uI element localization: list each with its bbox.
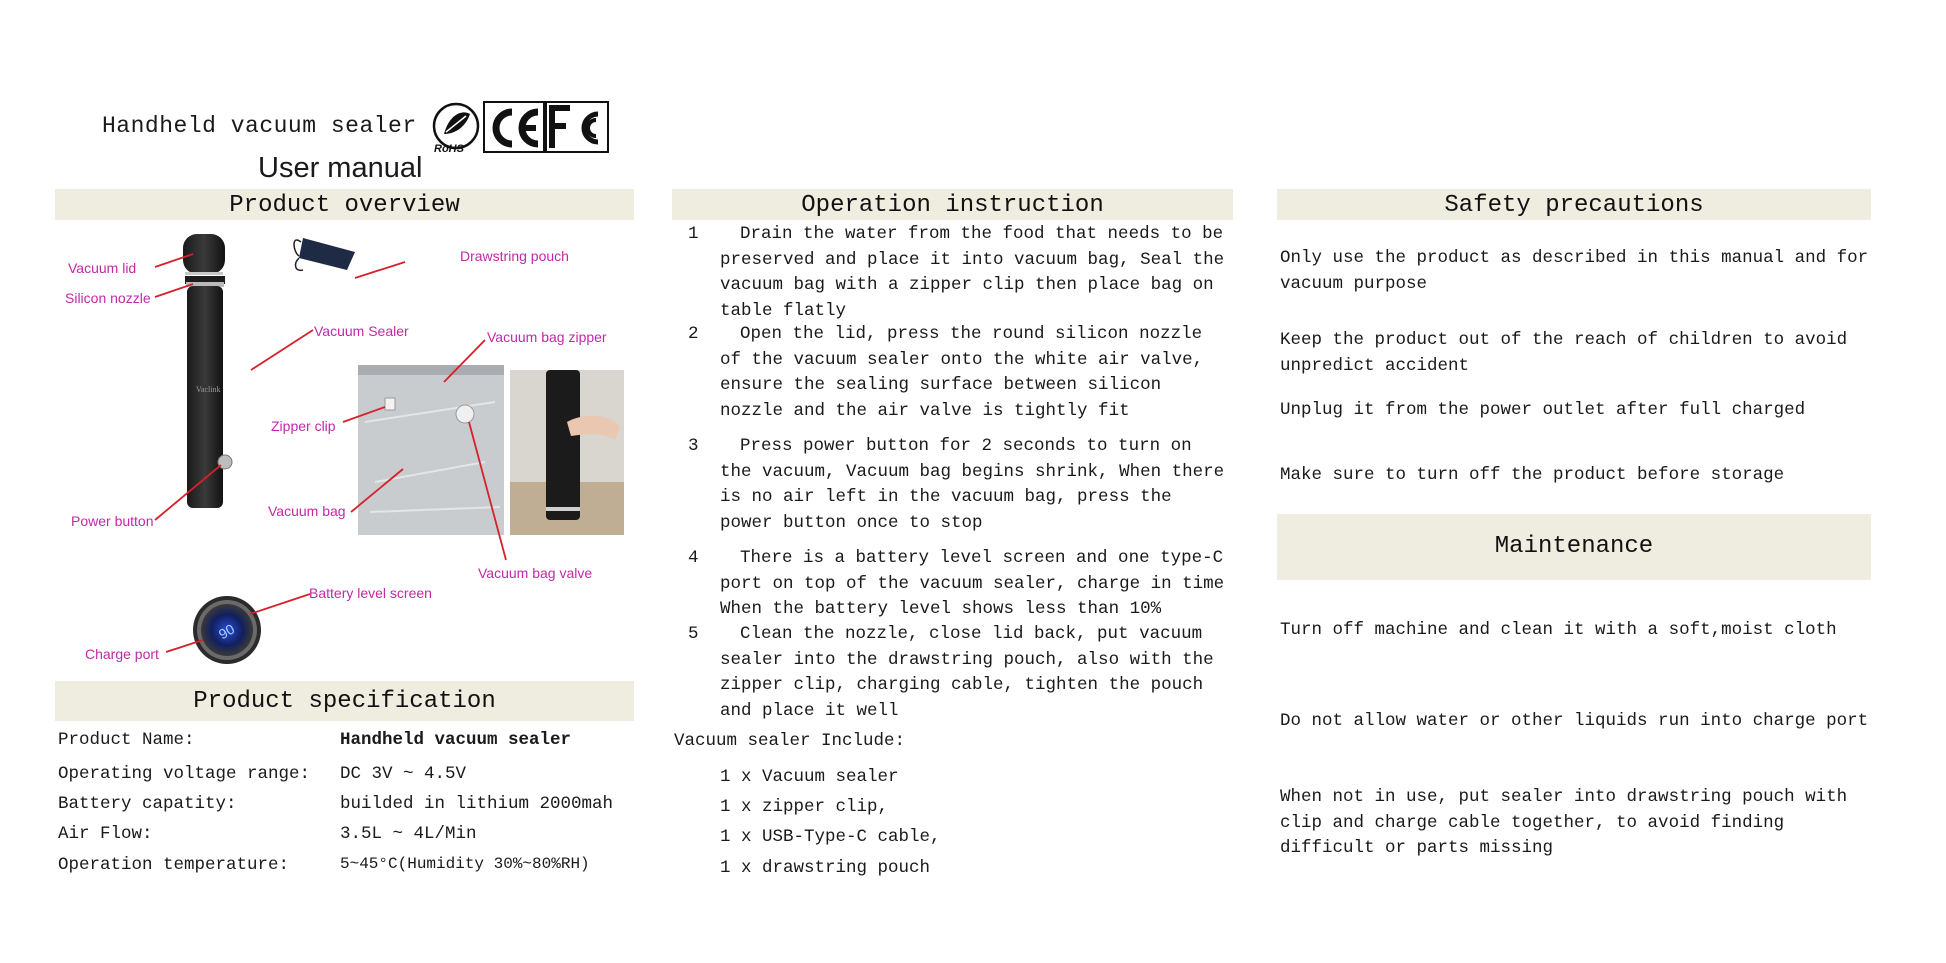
step-number: 2: [688, 324, 699, 344]
label-power-button: Power button: [71, 513, 154, 529]
spec-label: Operation temperature:: [58, 855, 290, 875]
step-text: Clean the nozzle, close lid back, put vacuum sealer into the drawstring pouch, also with the zipper clip, charging cable, tighten the pouch and place it well: [720, 624, 1214, 721]
svg-text:Vaclink: Vaclink: [196, 385, 221, 394]
manual-title: Handheld vacuum sealer: [102, 113, 417, 139]
spec-label: Battery capatity:: [58, 794, 237, 814]
label-drawstring-pouch: Drawstring pouch: [460, 248, 569, 264]
maintenance-item: Do not allow water or other liquids run into charge port: [1280, 711, 1869, 731]
label-zipper-clip: Zipper clip: [271, 418, 336, 434]
fcc-logo: [546, 102, 608, 152]
svg-text:90: 90: [215, 620, 238, 643]
svg-text:RoHS: RoHS: [434, 143, 464, 155]
maintenance-heading: Maintenance: [1277, 514, 1871, 580]
label-silicon-nozzle: Silicon nozzle: [65, 290, 151, 306]
rohs-logo: [434, 104, 478, 155]
step-text: Drain the water from the food that needs to be preserved and place it into vacuum bag, Seal the vacuum bag with a zipper clip then place bag on table flatly: [720, 224, 1225, 321]
safety-item: Make sure to turn off the product before storage: [1280, 465, 1785, 485]
product-specification-heading: Product specification: [55, 681, 634, 721]
spec-value: DC 3V ~ 4.5V: [340, 764, 467, 784]
operation-instruction-heading: Operation instruction: [672, 189, 1233, 220]
safety-precautions-heading: Safety precautions: [1277, 189, 1871, 220]
include-item: 1 x drawstring pouch: [720, 858, 931, 878]
operation-step: [688, 622, 1228, 724]
maintenance-item: When not in use, put sealer into drawstring pouch with clip and charge cable together, to avoid finding difficult or parts missing: [1280, 787, 1848, 858]
step-text: Press power button for 2 seconds to turn on the vacuum, Vacuum bag begins shrink, When there is no air left in the vacuum bag, press the power button once to stop: [720, 436, 1225, 533]
spec-value: 5~45°C(Humidity 30%~80%RH): [340, 855, 590, 873]
label-vacuum-bag-zipper: Vacuum bag zipper: [487, 329, 607, 345]
ce-logo: [484, 102, 544, 152]
safety-item: Only use the product as described in this manual and for vacuum purpose: [1280, 248, 1869, 294]
spec-label: Product Name:: [58, 730, 195, 750]
include-item: 1 x USB-Type-C cable,: [720, 827, 941, 847]
battery-screen-illustration: [193, 596, 261, 664]
label-battery-level-screen: Battery level screen: [309, 585, 432, 601]
operation-step: [688, 222, 1228, 324]
spec-label: Air Flow:: [58, 824, 153, 844]
drawstring-pouch-illustration: [294, 238, 355, 270]
vacuum-sealer-illustration: [183, 234, 232, 508]
label-charge-port: Charge port: [85, 646, 159, 662]
safety-item: Unplug it from the power outlet after full charged: [1280, 400, 1806, 420]
step-number: 3: [688, 436, 699, 456]
spec-label: Operating voltage range:: [58, 764, 311, 784]
operation-step: [688, 546, 1228, 623]
step-text: There is a battery level screen and one type-C port on top of the vacuum sealer, charge in time When the battery level shows less than 10%: [720, 548, 1225, 619]
operation-step: [688, 434, 1228, 536]
step-number: 1: [688, 224, 699, 244]
spec-value: Handheld vacuum sealer: [340, 730, 572, 750]
product-overview-diagram: [55, 222, 634, 677]
manual-subtitle: User manual: [258, 152, 423, 184]
label-vacuum-bag-valve: Vacuum bag valve: [478, 565, 593, 581]
product-overview-heading: Product overview: [55, 189, 634, 220]
vacuum-bag-illustration: [358, 365, 504, 535]
operation-step: [688, 322, 1228, 424]
include-title: Vacuum sealer Include:: [674, 731, 906, 751]
step-number: 4: [688, 548, 699, 568]
spec-value: 3.5L ~ 4L/Min: [340, 824, 477, 844]
include-item: 1 x zipper clip,: [720, 797, 889, 817]
safety-item: Keep the product out of the reach of children to avoid unpredict accident: [1280, 330, 1848, 376]
label-vacuum-bag: Vacuum bag: [268, 503, 346, 519]
label-vacuum-lid: Vacuum lid: [68, 260, 137, 276]
certification-logos: [430, 100, 630, 156]
spec-value: builded in lithium 2000mah: [340, 794, 614, 814]
maintenance-item: Turn off machine and clean it with a soft,moist cloth: [1280, 620, 1837, 640]
usage-photo: [510, 370, 624, 535]
step-text: Open the lid, press the round silicon nozzle of the vacuum sealer onto the white air valve, ensure the sealing surface between silicon nozzle and the air valve is tightly fit: [720, 324, 1204, 421]
label-vacuum-sealer: Vacuum Sealer: [314, 323, 409, 339]
step-number: 5: [688, 624, 699, 644]
include-item: 1 x Vacuum sealer: [720, 767, 899, 787]
